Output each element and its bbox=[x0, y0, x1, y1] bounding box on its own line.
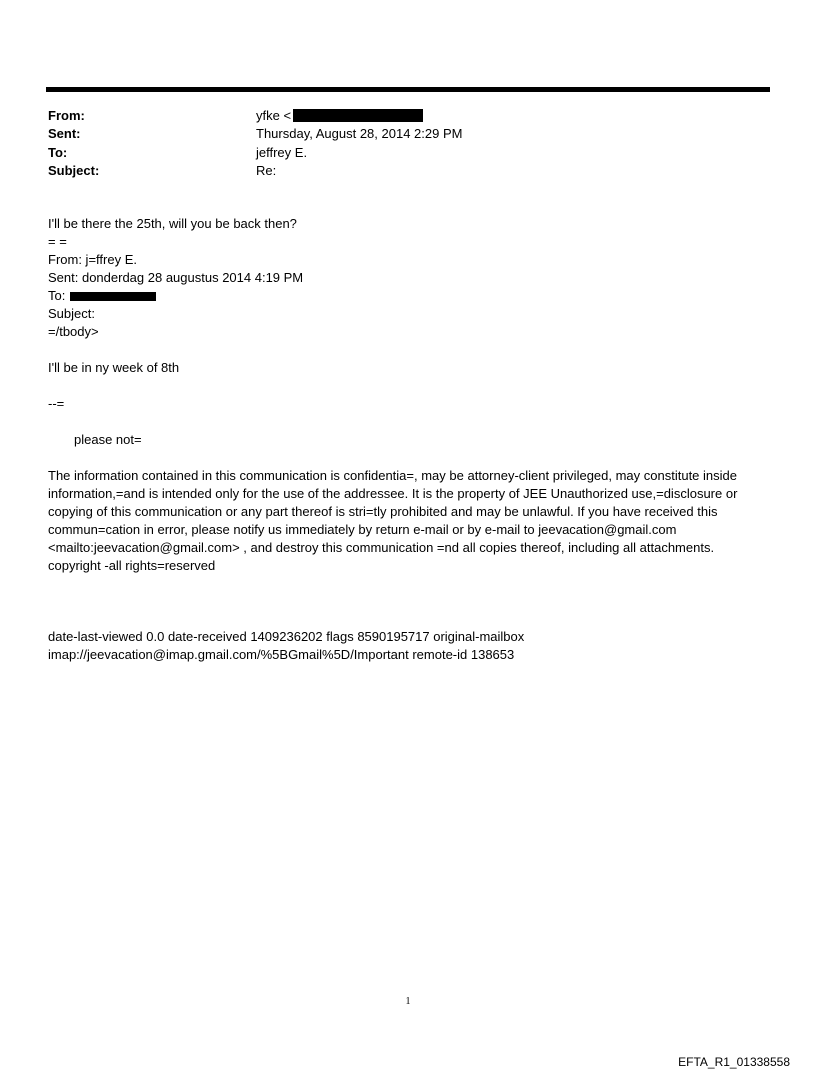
redaction-bar bbox=[70, 292, 156, 301]
sent-value: Thursday, August 28, 2014 2:29 PM bbox=[256, 126, 463, 141]
from-sender: yfke < bbox=[256, 108, 292, 123]
to-value: jeffrey E. bbox=[256, 145, 308, 160]
sent-label: Sent: bbox=[48, 126, 81, 141]
quoted-to-prefix: To: bbox=[48, 288, 69, 303]
quoted-subject: Subject: bbox=[48, 306, 95, 321]
reply-line: I'll be there the 25th, will you be back then? bbox=[48, 216, 297, 231]
subject-label: Subject: bbox=[48, 163, 100, 178]
redaction-bar bbox=[293, 109, 423, 122]
from-value bbox=[256, 107, 423, 125]
document-id: EFTA_R1_01338558 bbox=[678, 1055, 790, 1069]
metadata-line-2: imap://jeevacation@imap.gmail.com/%5BGmail%5D/Important remote-id 138653 bbox=[48, 647, 515, 662]
page-number: 1 bbox=[405, 996, 411, 1007]
metadata-line-1: date-last-viewed 0.0 date-received 1409236202 flags 8590195717 original-mailbox bbox=[48, 629, 525, 644]
quoted-to bbox=[48, 287, 156, 305]
separator-line: = = bbox=[48, 234, 67, 249]
tbody-artifact: =/tbody> bbox=[48, 324, 99, 339]
header-divider-rule bbox=[46, 87, 770, 92]
subject-value: Re: bbox=[256, 163, 277, 178]
to-label: To: bbox=[48, 145, 68, 160]
quoted-message: I'll be in ny week of 8th bbox=[48, 360, 180, 375]
quoted-sent: Sent: donderdag 28 augustus 2014 4:19 PM bbox=[48, 270, 304, 285]
quoted-from: From: j=ffrey E. bbox=[48, 252, 137, 267]
confidentiality-disclaimer: The information contained in this communication is confidentia=, may be attorney-client privileged, may constitute inside information,=and is intended only for the use of the addressee. It is the property of JEE Unauthorized use,=disclosure or copying of this communication or any part thereof is stri=tly prohibited and may be unlawful. If you have received this commun=cation in error, please notify us immediately by return e-mail or by e-mail to jeevacation@gmail.com <mailto:jeevacation@gmail.com> , and destroy this communication =nd all copies thereof, including all attachments. copyright -all rights=reserved bbox=[48, 468, 738, 573]
signature-dash: --= bbox=[48, 396, 65, 411]
please-note-line: please not= bbox=[74, 432, 142, 447]
from-label: From: bbox=[48, 108, 85, 123]
